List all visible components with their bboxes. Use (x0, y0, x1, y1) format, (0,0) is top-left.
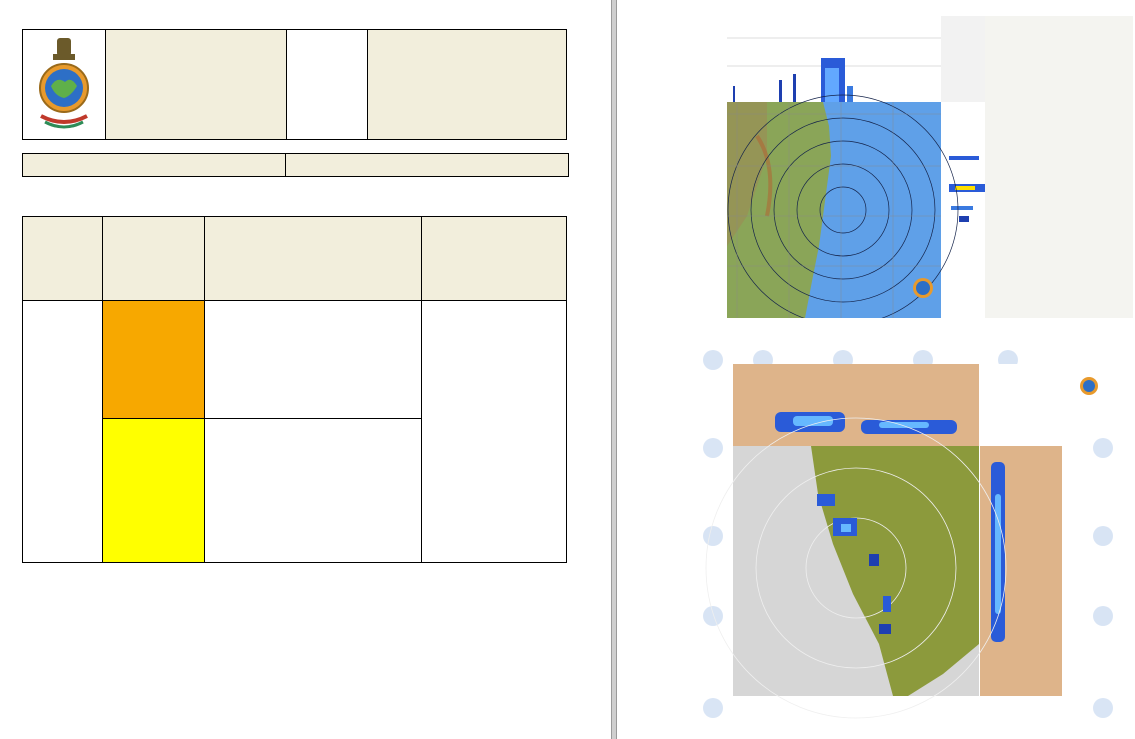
imd-emblem-icon (35, 36, 93, 134)
info-panel (985, 16, 1133, 318)
date-bar (22, 153, 569, 177)
radar-page (617, 0, 1135, 739)
table-row (23, 301, 567, 419)
kochi-radar-image (693, 344, 1121, 724)
issue-time (286, 154, 568, 176)
header-district (204, 217, 422, 301)
header-weather (102, 217, 204, 301)
imd-logo-cell (23, 30, 106, 139)
validity-cell (23, 301, 103, 563)
imd-emblem-icon (913, 278, 933, 298)
district-cell (204, 301, 422, 419)
imd-emblem-icon (1080, 377, 1098, 395)
chennai-radar-image (727, 16, 1133, 318)
table-header-row (23, 217, 567, 301)
warning-table (22, 216, 567, 563)
weather-cell-light (102, 419, 204, 563)
header-validity (23, 217, 103, 301)
impact-cell (422, 301, 567, 563)
weather-cell-moderate (102, 301, 204, 419)
imd-150-logo (287, 30, 368, 139)
english-address-block (368, 30, 566, 139)
right-echo-cells (991, 462, 1005, 642)
letterhead (22, 29, 567, 140)
tamil-address-block (106, 30, 287, 139)
header-impact (422, 217, 567, 301)
district-cell (204, 419, 422, 563)
kochi-info-panel (980, 364, 1062, 446)
issue-date (23, 154, 286, 176)
